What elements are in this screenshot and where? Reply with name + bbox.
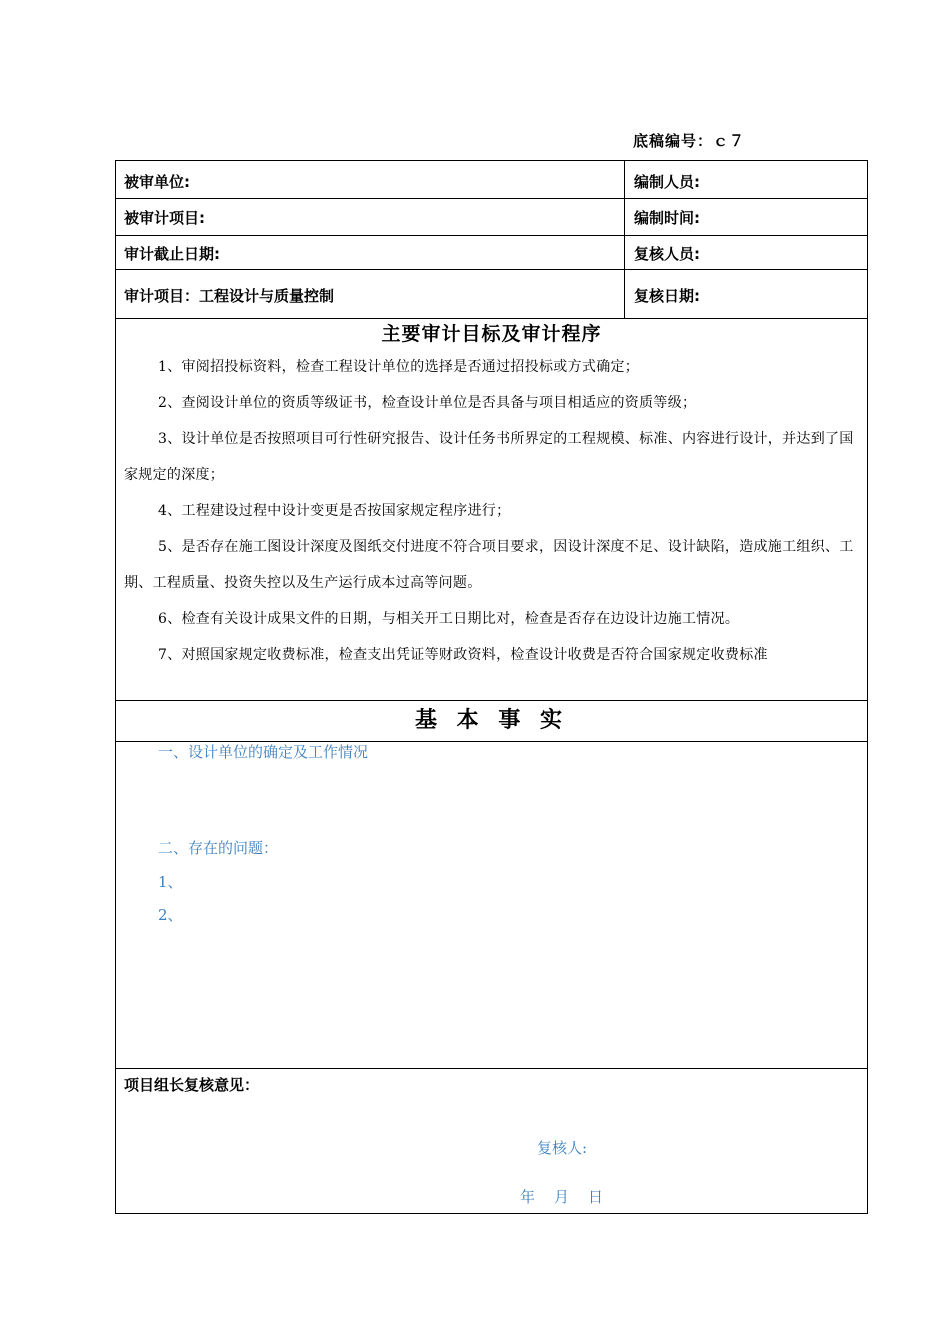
objective-item: 3、设计单位是否按照项目可行性研究报告、设计任务书所界定的工程规模、标准、内容进行设计，并达到了国家规定的深度； (124, 431, 854, 483)
row-divider (116, 235, 867, 236)
facts-title: 基 本 事 实 (415, 707, 568, 733)
review-date-label: 复核日期: (634, 287, 700, 305)
audit-worksheet-table (115, 160, 868, 1214)
leader-review-label: 项目组长复核意见： (124, 1076, 260, 1094)
objective-item: 5、是否存在施工图设计深度及图纸交付进度不符合项目要求，因设计深度不足、设计缺陷，造成施工组织、工期、工程质量、投资失控以及生产运行成本过高等问题。 (124, 539, 854, 591)
reviewer-signature-label: 复核人: (537, 1139, 588, 1157)
objective-item: 7、对照国家规定收费标准，检查支出凭证等财政资料，检查设计收费是否符合国家规定收费标准 (158, 647, 768, 663)
prepared-time-label: 编制时间: (634, 209, 700, 227)
row-divider (116, 1068, 867, 1069)
issue-item-2: 2、 (158, 906, 183, 924)
facts-section-1: 一、设计单位的确定及工作情况 (158, 743, 369, 761)
document-code: 底稿编号：ｃ７ (633, 132, 746, 150)
objectives-list (124, 349, 864, 673)
issue-item-1: 1、 (158, 873, 183, 891)
column-divider (624, 161, 625, 318)
cutoff-date-label: 审计截止日期: (124, 245, 220, 263)
objective-item: 1、审阅招投标资料，检查工程设计单位的选择是否通过招投标或方式确定； (158, 359, 640, 375)
audit-item-label: 审计项目：工程设计与质量控制 (124, 287, 335, 305)
objective-item: 6、检查有关设计成果文件的日期，与相关开工日期比对，检查是否存在边设计边施工情况。 (158, 611, 740, 627)
row-divider (116, 700, 867, 701)
reviewer-label: 复核人员: (634, 245, 700, 263)
facts-section-2: 二、存在的问题： (158, 839, 279, 857)
row-divider (116, 269, 867, 270)
row-divider (116, 198, 867, 199)
audited-unit-label: 被审单位: (124, 173, 190, 191)
prepared-by-label: 编制人员: (634, 173, 700, 191)
review-date-line: 年 月 日 (520, 1188, 606, 1206)
objective-item: 4、工程建设过程中设计变更是否按国家规定程序进行； (158, 503, 511, 519)
audited-project-label: 被审计项目: (124, 209, 205, 227)
objective-item: 2、查阅设计单位的资质等级证书，检查设计单位是否具备与项目相适应的资质等级； (158, 395, 697, 411)
objectives-title: 主要审计目标及审计程序 (381, 323, 602, 345)
